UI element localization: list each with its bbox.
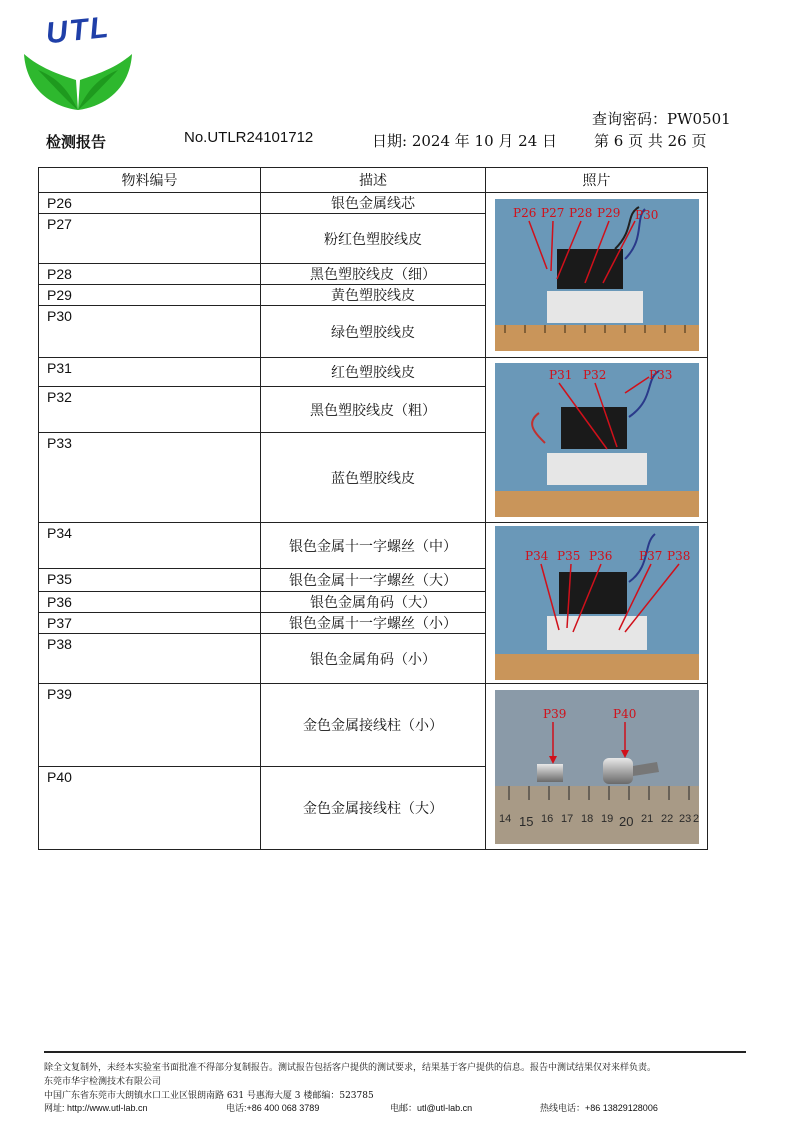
report-number: No.UTLR24101712 <box>184 129 314 146</box>
ruler-number: 22 <box>660 812 673 825</box>
table-row <box>39 358 708 387</box>
footer-hotline: 热线电话：+86 13829128006 <box>540 1103 658 1113</box>
ruler-number: 17 <box>560 812 573 825</box>
photo-label: P29 <box>596 206 620 220</box>
ruler-number: 15 <box>518 813 533 829</box>
ruler-number: 14 <box>498 812 511 825</box>
photo-label: P33 <box>648 368 672 382</box>
table-row <box>39 523 708 569</box>
material-code: P38 <box>39 634 261 684</box>
column-header-desc: 描述 <box>261 168 486 193</box>
material-code: P31 <box>39 358 261 387</box>
material-desc: 金色金属接线柱（小） <box>261 684 486 767</box>
material-desc: 银色金属角码（小） <box>261 634 486 684</box>
material-code: P30 <box>39 306 261 358</box>
material-desc: 红色塑胶线皮 <box>261 358 486 387</box>
photo-label: P26 <box>512 206 536 220</box>
material-desc: 黑色塑胶线皮（粗） <box>261 387 486 433</box>
material-code: P39 <box>39 684 261 767</box>
material-desc: 银色金属十一字螺丝（小） <box>261 613 486 634</box>
photo-cell-2 <box>486 358 708 523</box>
material-desc: 银色金属十一字螺丝（大） <box>261 569 486 592</box>
material-code: P32 <box>39 387 261 433</box>
photo-cell-4 <box>486 684 708 850</box>
ruler-number: 2 <box>692 812 699 825</box>
materials-table <box>38 167 708 850</box>
photo-label: P40 <box>612 706 636 721</box>
material-desc: 黄色塑胶线皮 <box>261 285 486 306</box>
photo-label: P39 <box>542 706 566 721</box>
table-header-row <box>39 168 708 193</box>
footer-address: 中国广东省东莞市大朗镇水口工业区银朗南路 631 号惠海大厦 3 楼邮编：523785 <box>44 1091 374 1101</box>
ruler-number: 23 <box>678 812 691 825</box>
material-code: P34 <box>39 523 261 569</box>
photo-label: P30 <box>634 208 658 222</box>
logo-text: UTL <box>44 10 112 51</box>
material-desc: 粉红色塑胶线皮 <box>261 214 486 264</box>
footer-phone: 电话:+86 400 068 3789 <box>226 1103 320 1113</box>
photo-label: P31 <box>548 368 572 382</box>
footer-email: 电邮：utl@utl-lab.cn <box>390 1103 473 1113</box>
ruler-number: 19 <box>600 812 613 825</box>
report-date: 日期: 2024 年 10 月 24 日 <box>372 132 558 150</box>
product-photo-3 <box>495 526 699 680</box>
footer-disclaimer: 除全文复制外，未经本实验室书面批准不得部分复制报告。测试报告包括客户提供的测试要求，结果基于客户提供的信息。报告中测试结果仅对来样负责。 <box>44 1063 657 1073</box>
column-header-code: 物料编号 <box>39 168 261 193</box>
ruler-number: 18 <box>580 812 593 825</box>
table-row <box>39 193 708 214</box>
photo-label: P37 <box>638 549 662 563</box>
product-photo-4 <box>495 690 699 844</box>
material-code: P26 <box>39 193 261 214</box>
material-code: P27 <box>39 214 261 264</box>
material-code: P29 <box>39 285 261 306</box>
photo-label: P34 <box>524 549 548 563</box>
photo-label: P32 <box>582 368 606 382</box>
query-code: 查询密码：PW0501 <box>592 110 731 128</box>
material-desc: 黑色塑胶线皮（细） <box>261 264 486 285</box>
ruler-number: 21 <box>640 812 653 825</box>
material-desc: 金色金属接线柱（大） <box>261 767 486 850</box>
material-code: P37 <box>39 613 261 634</box>
material-desc: 银色金属角码（大） <box>261 592 486 613</box>
company-logo <box>18 10 138 118</box>
ruler-number: 16 <box>540 812 553 825</box>
table-row <box>39 684 708 767</box>
material-code: P35 <box>39 569 261 592</box>
photo-label: P38 <box>666 549 690 563</box>
photo-cell-1 <box>486 193 708 358</box>
footer-divider <box>44 1051 746 1053</box>
photo-label: P35 <box>556 549 580 563</box>
footer-website: 网址: http://www.utl-lab.cn <box>44 1103 148 1113</box>
material-desc: 蓝色塑胶线皮 <box>261 433 486 523</box>
product-photo-1 <box>495 199 699 351</box>
material-desc: 绿色塑胶线皮 <box>261 306 486 358</box>
photo-label: P27 <box>540 206 564 220</box>
material-code: P36 <box>39 592 261 613</box>
material-code: P28 <box>39 264 261 285</box>
photo-label: P28 <box>568 206 592 220</box>
photo-cell-3 <box>486 523 708 684</box>
material-code: P40 <box>39 767 261 850</box>
report-title: 检测报告 <box>46 133 107 151</box>
material-code: P33 <box>39 433 261 523</box>
footer-company: 东莞市华宇检测技术有限公司 <box>44 1077 162 1087</box>
column-header-photo: 照片 <box>486 168 708 193</box>
photo-label: P36 <box>588 549 612 563</box>
page-number: 第 6 页 共 26 页 <box>594 132 707 150</box>
material-desc: 银色金属十一字螺丝（中） <box>261 523 486 569</box>
product-photo-2 <box>495 363 699 517</box>
ruler-number: 20 <box>618 813 633 829</box>
material-desc: 银色金属线芯 <box>261 193 486 214</box>
